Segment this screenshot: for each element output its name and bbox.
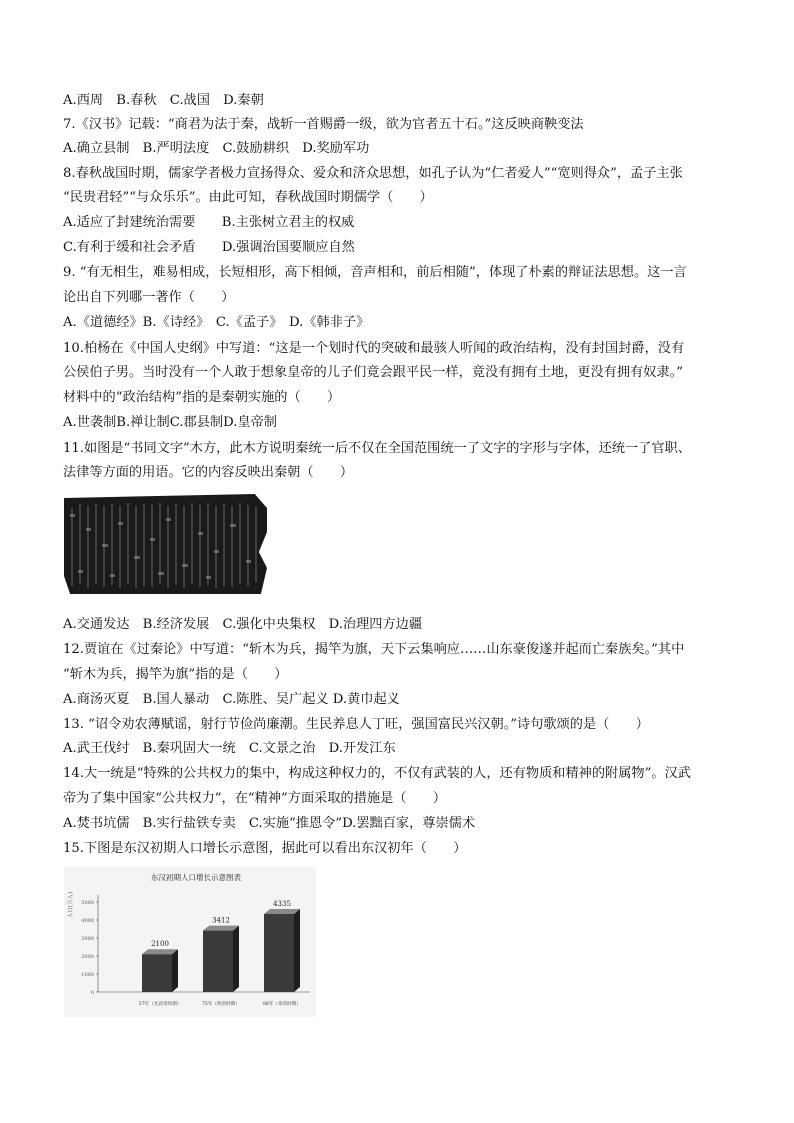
q11-stem-line-2: 法律等方面的用语。它的内容反映出秦朝（ ） bbox=[63, 465, 354, 480]
population-chart-svg bbox=[64, 867, 316, 1017]
y-tick-label: 0 bbox=[90, 990, 94, 996]
bar-top-face bbox=[142, 949, 178, 954]
bar-value-label: 2100 bbox=[151, 940, 169, 949]
population-chart bbox=[64, 867, 316, 1017]
q11-options: A.交通发达 B.经济发展 C.强化中央集权 D.治理四方边疆 bbox=[63, 617, 423, 632]
chart-title: 东汉初期人口增长示意图表 bbox=[151, 873, 241, 882]
q8-options-cd: C.有利于缓和社会矛盾 D.强调治国要顺应自然 bbox=[63, 240, 355, 255]
q8-options-ab: A.适应了封建统治需要 B.主张树立君主的权威 bbox=[63, 215, 355, 230]
bar-side-face bbox=[233, 926, 239, 992]
x-category-label: 57年（光武帝时期） bbox=[138, 1002, 182, 1007]
y-tick-label: 2000 bbox=[81, 954, 94, 960]
q13-options: A.武王伐纣 B.秦巩固大一统 C.文景之治 D.开发江东 bbox=[63, 741, 396, 756]
q12-stem-line-2: “斩木为兵，揭竿为旗”指的是（ ） bbox=[63, 667, 288, 682]
y-tick-label: 5000 bbox=[81, 900, 94, 906]
bar bbox=[203, 931, 233, 992]
bar-side-face bbox=[294, 909, 300, 992]
q9-options: A.《道德经》B.《诗经》 C.《孟子》 D.《韩非子》 bbox=[63, 315, 370, 330]
q14-options: A.焚书坑儒 B.实行盐铁专卖 C.实施“推恩令”D.罢黜百家，尊崇儒术 bbox=[63, 816, 476, 831]
q14-stem-line-2: 帝为了集中国家“公共权力”，在“精神”方面采取的措施是（ ） bbox=[63, 791, 447, 806]
q10-stem-line-3: 材料中的“政治结构”指的是秦朝实施的（ ） bbox=[63, 390, 341, 405]
q7-options: A.确立县制 B.严明法度 C.鼓励耕织 D.奖励军功 bbox=[63, 141, 370, 156]
q14-stem-line-1: 14.大一统是“特殊的公共权力的集中，构成这种权力的，不仅有武装的人，还有物质和精神的附属物”。汉武 bbox=[63, 766, 691, 781]
x-category-label: 75年（明帝时期） bbox=[201, 1002, 241, 1007]
q9-stem-line-2: 论出自下列哪一著作（ ） bbox=[63, 290, 235, 305]
q12-stem-line-1: 12.贾谊在《过秦论》中写道：“斩木为兵，揭竿为旗，天下云集响应……山东豪俊遂并起而亡秦族矣。”其中 bbox=[63, 642, 685, 657]
q10-options: A.世袭制B.禅让制C.郡县制D.皇帝制 bbox=[63, 415, 277, 430]
x-category-label: 88年（章帝时期） bbox=[262, 1002, 302, 1007]
q8-stem-line-2: “民贵君轻”“与众乐乐”。由此可知，春秋战国时期儒学（ ） bbox=[63, 190, 433, 205]
q8-stem-line-1: 8.春秋战国时期，儒家学者极力宣扬得众、爱众和济众思想，如孔子认为“仁者爱人”“宽则得众”，孟子主张 bbox=[63, 166, 683, 181]
bar-top-face bbox=[264, 909, 300, 914]
chart-y-axis-label: 人口(万人) bbox=[68, 891, 74, 919]
wooden-tablet-texture bbox=[64, 494, 267, 594]
wooden-tablet-image bbox=[64, 494, 267, 594]
q11-stem-line-1: 11.如图是“书同文字”木方，此木方说明秦统一后不仅在全国范围统一了文字的字形与字体，还统一了官职、 bbox=[63, 441, 691, 456]
y-tick-label: 1000 bbox=[81, 972, 94, 978]
bar-side-face bbox=[172, 949, 178, 992]
bar-top-face bbox=[203, 926, 239, 931]
q7-stem: 7.《汉书》记载：“商君为法于秦，战斩一首赐爵一级，欲为官者五十石。”这反映商鞅变法 bbox=[63, 117, 584, 132]
bar bbox=[142, 954, 172, 992]
q9-stem-line-1: 9. “有无相生，难易相成，长短相形，高下相倾，音声相和，前后相随”，体现了朴素的辩证法思想。这一言 bbox=[63, 265, 687, 280]
bar bbox=[264, 914, 294, 992]
q10-stem-line-2: 公侯伯子男。当时没有一个人敢于想象皇帝的儿子们竟会跟平民一样，竟没有拥有土地，更没有拥有奴隶。” bbox=[63, 365, 683, 380]
q12-options: A.商汤灭夏 B.国人暴动 C.陈胜、吴广起义 D.黄巾起义 bbox=[63, 692, 400, 707]
bar-value-label: 4335 bbox=[273, 899, 291, 908]
q15-stem: 15.下图是东汉初期人口增长示意图，据此可以看出东汉初年（ ） bbox=[63, 841, 467, 856]
q10-stem-line-1: 10.柏杨在《中国人史纲》中写道：“这是一个划时代的突破和最骇人听闻的政治结构，没有封国封爵，没有 bbox=[63, 341, 685, 356]
y-tick-label: 4000 bbox=[81, 918, 94, 924]
y-tick-label: 3000 bbox=[81, 936, 94, 942]
bar-value-label: 3412 bbox=[212, 916, 230, 925]
q13-stem: 13. “诏令劝农薄赋谣，射行节俭尚廉潮。生民养息人丁旺，强国富民兴汉朝。”诗句歌颂的是（ ） bbox=[63, 717, 649, 732]
q6-options: A.西周 B.春秋 C.战国 D.秦朝 bbox=[63, 93, 264, 108]
